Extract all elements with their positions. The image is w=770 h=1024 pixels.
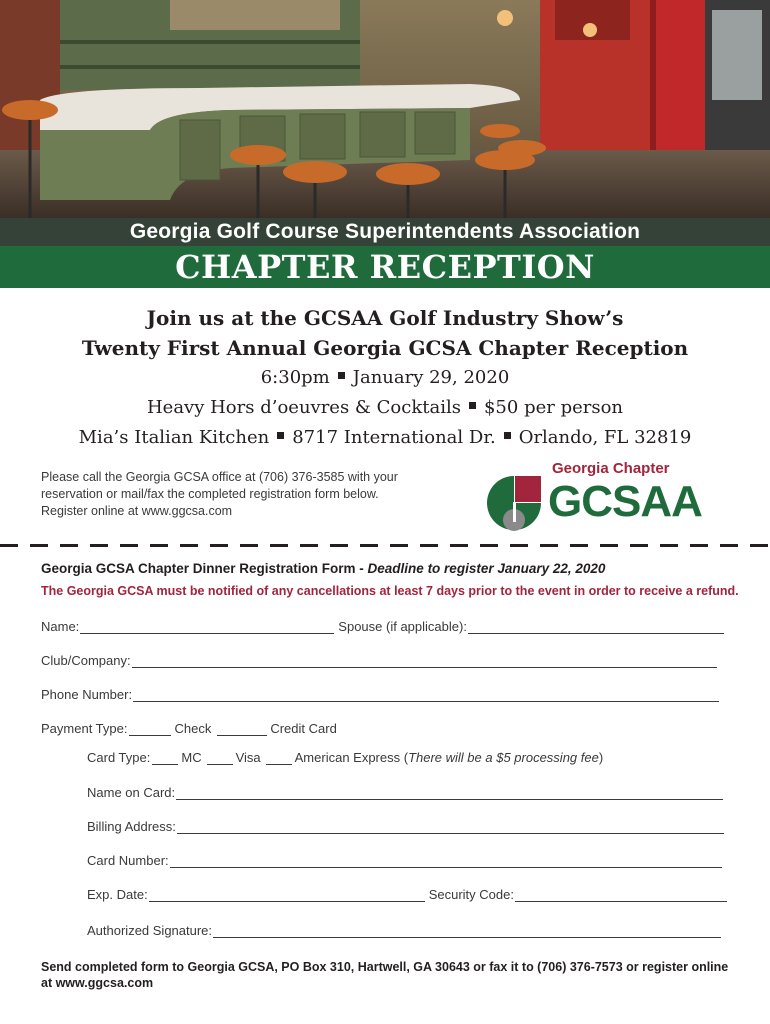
exp-date-label: Exp. Date: — [87, 887, 148, 902]
processing-fee-note: There will be a $5 processing fee — [408, 750, 599, 765]
visa-label: Visa — [235, 750, 261, 765]
event-date: January 29, 2020 — [352, 367, 510, 388]
exp-security-row — [87, 887, 727, 902]
card-number-row — [87, 853, 722, 868]
gcsaa-logo — [484, 458, 734, 538]
form-title-text: Georgia GCSA Chapter Dinner Registration Form - — [41, 561, 368, 576]
footer-line-2: at www.ggcsa.com — [41, 976, 154, 990]
association-banner: Georgia Golf Course Superintendents Association — [0, 218, 770, 246]
event-food: Heavy Hors d’oeuvres & Cocktails — [146, 397, 461, 418]
fee-close: ) — [598, 750, 604, 765]
hero-photo — [0, 0, 770, 218]
contact-line-3: Register online at www.ggcsa.com — [41, 504, 233, 518]
signature-row — [87, 923, 721, 938]
name-on-card-label: Name on Card: — [87, 785, 176, 800]
payment-label: Payment Type: — [41, 721, 128, 736]
square-bullet-icon — [338, 372, 345, 379]
invitation-line-2: Twenty First Annual Georgia GCSA Chapter Reception — [81, 336, 689, 360]
footer-line-1: Send completed form to Georgia GCSA, PO Box 310, Hartwell, GA 30643 or fax it to (706) 376-7573 or register online — [41, 960, 729, 974]
logo-name: GCSAA — [548, 477, 702, 526]
security-code-field[interactable] — [515, 889, 727, 902]
card-number-field[interactable] — [170, 855, 722, 868]
venue-address: 8717 International Dr. — [292, 427, 496, 448]
gcsaa-emblem-icon — [484, 472, 544, 534]
spouse-label: Spouse (if applicable): — [338, 619, 467, 634]
contact-info — [41, 469, 441, 520]
signature-label: Authorized Signature: — [87, 923, 213, 938]
cut-line-divider — [0, 544, 770, 547]
card-type-label: Card Type: — [87, 750, 151, 765]
credit-card-label: Credit Card — [270, 721, 337, 736]
logo-subtitle: Georgia Chapter — [552, 460, 670, 477]
form-title — [41, 561, 605, 576]
mailing-instructions — [41, 959, 741, 991]
venue-name: Mia’s Italian Kitchen — [78, 427, 270, 448]
event-price: $50 per person — [483, 397, 624, 418]
check-blank[interactable] — [129, 723, 171, 736]
restaurant-bar-illustration — [0, 0, 770, 218]
name-field[interactable] — [80, 621, 334, 634]
event-time-date — [0, 367, 770, 388]
club-field[interactable] — [132, 655, 717, 668]
contact-line-1: Please call the Georgia GCSA office at (706) 376-3585 with your — [41, 470, 398, 484]
card-type-row — [87, 750, 603, 765]
contact-line-2: reservation or mail/fax the completed registration form below. — [41, 487, 379, 501]
name-on-card-field[interactable] — [176, 787, 723, 800]
phone-label: Phone Number: — [41, 687, 133, 702]
mc-blank[interactable] — [152, 752, 178, 765]
amex-blank[interactable] — [266, 752, 292, 765]
billing-address-field[interactable] — [177, 821, 724, 834]
name-row — [41, 619, 724, 634]
spouse-field[interactable] — [468, 621, 724, 634]
name-label: Name: — [41, 619, 80, 634]
event-time: 6:30pm — [260, 367, 330, 388]
billing-address-row — [87, 819, 724, 834]
phone-field[interactable] — [133, 689, 719, 702]
payment-row — [41, 721, 337, 736]
club-row — [41, 653, 717, 668]
form-deadline: Deadline to register January 22, 2020 — [367, 561, 606, 576]
venue-city: Orlando, FL 32819 — [518, 427, 692, 448]
billing-address-label: Billing Address: — [87, 819, 176, 834]
event-food-price — [0, 397, 770, 418]
square-bullet-icon — [504, 432, 511, 439]
credit-card-blank[interactable] — [217, 723, 267, 736]
card-number-label: Card Number: — [87, 853, 169, 868]
invitation-line-1: Join us at the GCSAA Golf Industry Show’s — [146, 306, 624, 330]
event-location — [0, 427, 770, 448]
mc-label: MC — [181, 750, 202, 765]
security-code-label: Security Code: — [428, 887, 514, 902]
visa-blank[interactable] — [207, 752, 233, 765]
exp-date-field[interactable] — [149, 889, 425, 902]
square-bullet-icon — [277, 432, 284, 439]
check-label: Check — [174, 721, 212, 736]
name-on-card-row — [87, 785, 723, 800]
club-label: Club/Company: — [41, 653, 131, 668]
cancellation-notice: The Georgia GCSA must be notified of any cancellations at least 7 days prior to the event in order to receive a refund. — [41, 584, 739, 598]
signature-field[interactable] — [213, 925, 721, 938]
square-bullet-icon — [469, 402, 476, 409]
page-title: CHAPTER RECEPTION — [0, 246, 770, 288]
phone-row — [41, 687, 719, 702]
amex-label: American Express ( — [294, 750, 409, 765]
